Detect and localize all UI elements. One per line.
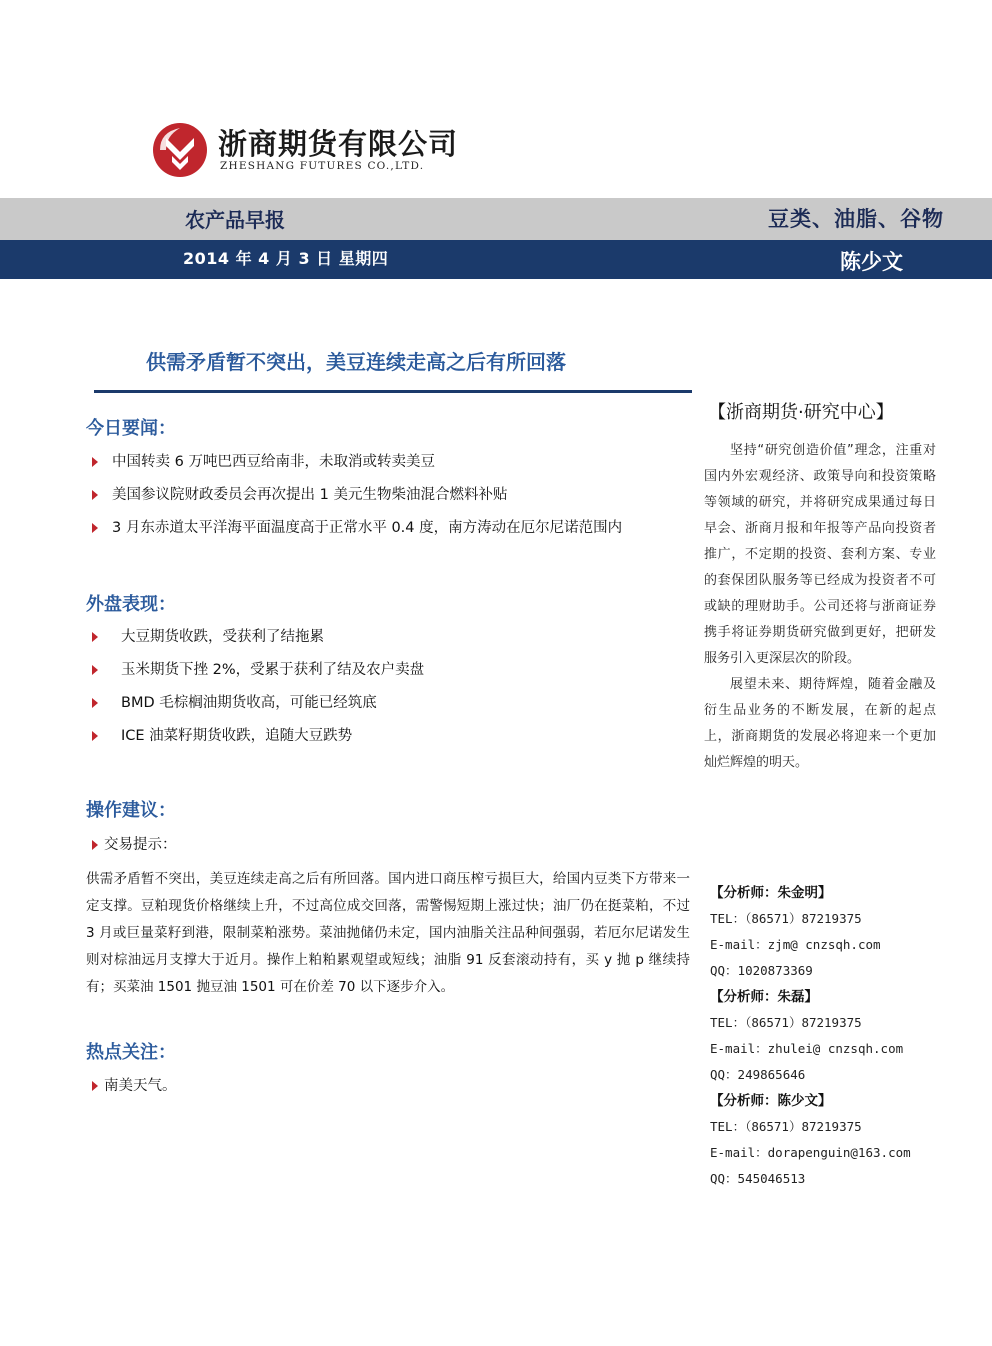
section-title-overseas: 外盘表现： <box>86 594 176 615</box>
report-type: 农产品早报 <box>185 208 285 232</box>
bullet-arrow-icon <box>92 457 98 467</box>
bullet-arrow-icon <box>92 490 98 500</box>
section-title-advice: 操作建议： <box>86 800 176 821</box>
analyst-qq: QQ：545046513 <box>710 1171 806 1186</box>
bullet-arrow-icon <box>92 632 98 642</box>
report-date: 2014 年 4 月 3 日 星期四 <box>183 249 389 268</box>
company-logo-icon <box>152 122 208 178</box>
list-item: 中国转卖 6 万吨巴西豆给南非，未取消或转卖美豆 <box>92 452 692 485</box>
sidebar-title: 【浙商期货·研究中心】 <box>708 402 894 423</box>
list-item: 美国参议院财政委员会再次提出 1 美元生物柴油混合燃料补贴 <box>92 485 692 518</box>
company-name-cn: 浙商期货有限公司 <box>218 127 459 161</box>
analyst-tel: TEL：（86571）87219375 <box>710 911 862 926</box>
analyst-name: 【分析师：陈少文】 <box>710 1093 832 1109</box>
list-item: 3 月东赤道太平洋海平面温度高于正常水平 0.4 度，南方涛动在厄尔尼诺范围内 <box>92 518 692 551</box>
headline-divider <box>94 390 692 393</box>
sidebar-paragraph: 展望未来、期待辉煌，随着金融及衍生品业务的不断发展，在新的起点上，浙商期货的发展必将迎来一个更加灿烂辉煌的明天。 <box>704 677 936 770</box>
sidebar-paragraph: 坚持“研究创造价值”理念，注重对国内外宏观经济、政策导向和投资策略等领域的研究，并将研究成果通过每日早会、浙商月报和年报等产品向投资者推广，不定期的投资、套利方案、专业的套保团队服务等已经成为投资者不可或缺的理财助手。公司还将与浙商证券携手将证券期货研究做到更好，把研发服务引入更深层次的阶段。 <box>704 443 936 666</box>
headline: 供需矛盾暂不突出，美豆连续走高之后有所回落 <box>146 350 566 374</box>
analyst-name: 【分析师：朱磊】 <box>710 989 818 1005</box>
advice-paragraph: 供需矛盾暂不突出，美豆连续走高之后有所回落。国内进口商压榨亏损巨大，给国内豆类下方带来一定支撑。豆粕现货价格继续上升，不过高位成交回落，需警惕短期上涨过快；油厂仍在挺菜粕，不过 3 月或巨量菜籽到港，限制菜粕涨势。菜油抛储仍未定，国内油脂关注品种间强弱，若厄尔尼诺发生则对棕油远月支撑大于近月。操作上粕粕累观望或短线；油脂 91 反套滚动持有，买 y 抛 p 继续持有；买菜油 1501 抛豆油 1501 可在价差 70 以下逐步介入。 <box>86 871 690 995</box>
overseas-list <box>92 627 692 759</box>
company-name-en: ZHESHANG FUTURES CO.,LTD. <box>220 160 425 172</box>
report-author: 陈少文 <box>840 250 903 274</box>
bullet-arrow-icon <box>92 840 98 850</box>
company-logo <box>152 118 459 180</box>
list-item: 大豆期货收跌，受获利了结拖累 <box>92 627 692 660</box>
analyst-tel: TEL：（86571）87219375 <box>710 1015 862 1030</box>
analyst-contacts <box>710 880 970 1192</box>
hotspot-list <box>92 1076 692 1109</box>
analyst-email[interactable]: E-mail：zjm@ cnzsqh.com <box>710 937 881 952</box>
bullet-arrow-icon <box>92 731 98 741</box>
section-title-news: 今日要闻： <box>86 418 176 439</box>
analyst-email[interactable]: E-mail：dorapenguin@163.com <box>710 1145 911 1160</box>
analyst-tel: TEL：（86571）87219375 <box>710 1119 862 1134</box>
section-title-hotspot: 热点关注： <box>86 1042 176 1063</box>
analyst-qq: QQ：249865646 <box>710 1067 806 1082</box>
bullet-arrow-icon <box>92 523 98 533</box>
list-item: 南美天气。 <box>92 1076 692 1109</box>
list-item: 交易提示： <box>92 835 692 868</box>
list-item: 玉米期货下挫 2%，受累于获利了结及农户卖盘 <box>92 660 692 693</box>
bullet-arrow-icon <box>92 665 98 675</box>
analyst-qq: QQ：1020873369 <box>710 963 813 978</box>
sidebar-intro <box>704 438 936 776</box>
bullet-arrow-icon <box>92 698 98 708</box>
advice-list <box>92 835 692 868</box>
news-list <box>92 452 692 551</box>
analyst-name: 【分析师：朱金明】 <box>710 885 832 901</box>
report-categories: 豆类、油脂、谷物 <box>768 207 944 231</box>
list-item: BMD 毛棕榈油期货收高，可能已经筑底 <box>92 693 692 726</box>
bullet-arrow-icon <box>92 1081 98 1091</box>
list-item: ICE 油菜籽期货收跌，追随大豆跌势 <box>92 726 692 759</box>
analyst-email[interactable]: E-mail：zhulei@ cnzsqh.com <box>710 1041 904 1056</box>
